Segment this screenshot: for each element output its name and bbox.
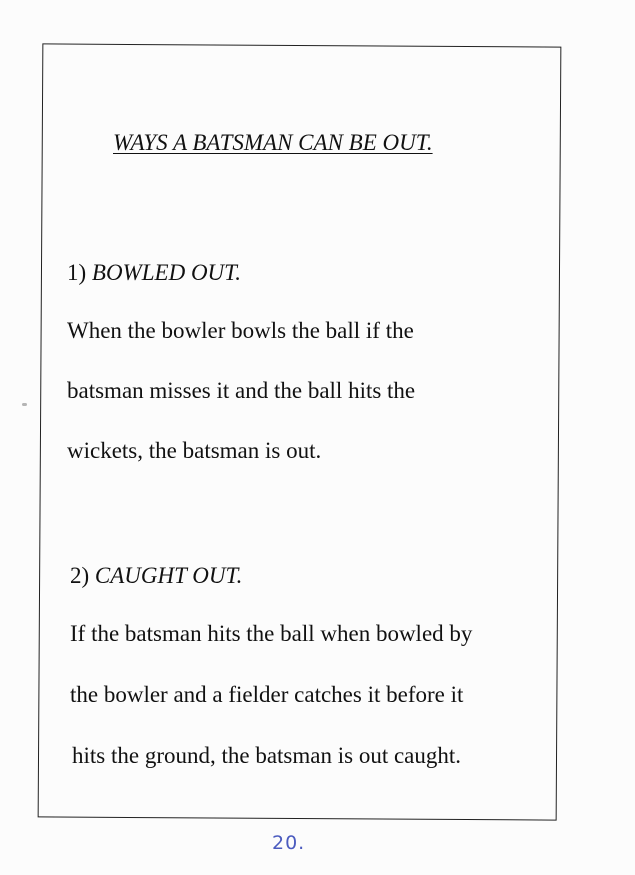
section-title: BOWLED OUT. [91, 260, 241, 285]
section-title: CAUGHT OUT. [94, 563, 243, 588]
section-number: 2) [70, 563, 90, 588]
paragraph-line: If the batsman hits the ball when bowled by [70, 621, 473, 646]
page-title: WAYS A BATSMAN CAN BE OUT. [113, 130, 433, 155]
paragraph-line: hits the ground, the batsman is out caught. [72, 743, 462, 768]
scan-speck [22, 403, 27, 406]
page-number: 20. [272, 832, 306, 854]
paragraph-line: the bowler and a fielder catches it before it [70, 682, 464, 707]
section-heading-bowled-out [67, 260, 241, 286]
section-number: 1) [67, 260, 87, 285]
paragraph-line: When the bowler bowls the ball if the [67, 318, 414, 343]
section-heading-caught-out [70, 563, 242, 589]
paragraph-line: wickets, the batsman is out. [67, 438, 322, 463]
paragraph-line: batsman misses it and the ball hits the [67, 378, 416, 403]
